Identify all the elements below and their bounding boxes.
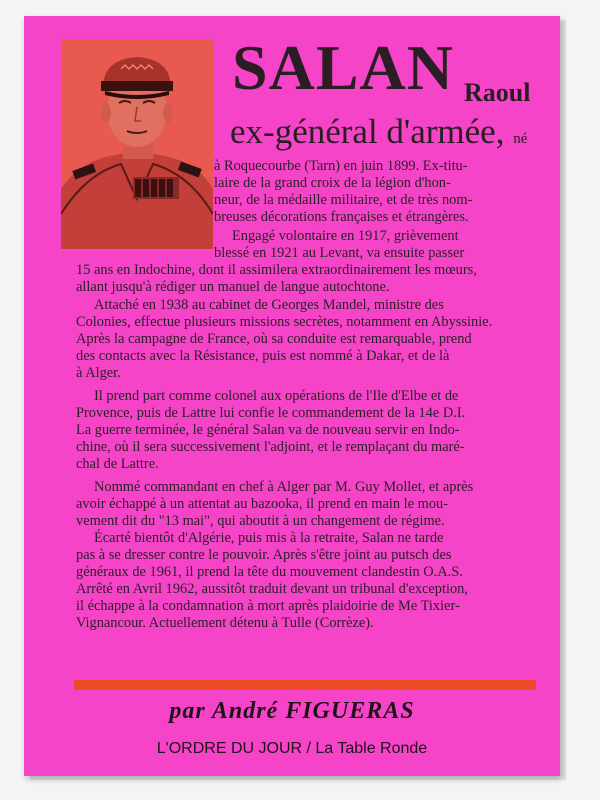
- subject-surname: SALAN: [232, 32, 454, 103]
- orange-divider-bar: [74, 680, 536, 690]
- bio-line: Colonies, effectue plusieurs missions secrètes, notamment en Abyssinie.: [76, 314, 493, 330]
- bio-line: il échappe à la condamnation à mort après plaidoirie de Me Tixier-: [76, 598, 460, 614]
- bio-line: Il prend part comme colonel aux opérations de l'Ile d'Elbe et de: [94, 388, 459, 404]
- publisher-imprint: L'ORDRE DU JOUR / La Table Ronde: [156, 740, 428, 757]
- bio-line: vement dit du "13 mai", qui aboutit à un changement de régime.: [76, 513, 445, 529]
- bio-line: Après la campagne de France, où sa conduite est remarquable, prend: [76, 331, 472, 347]
- subject-title-text: ex-général d'armée,: [230, 112, 505, 151]
- biography-text: [24, 16, 560, 656]
- bio-line: Nommé commandant en chef à Alger par M. Guy Mollet, et après: [94, 479, 474, 495]
- bio-line: Arrêté en Avril 1962, aussitôt traduit devant un tribunal d'exception,: [76, 581, 468, 597]
- bio-line: avoir échappé à un attentat au bazooka, il prend en main le mou-: [76, 496, 449, 512]
- book-back-cover: [24, 16, 560, 776]
- bio-line: Vignancour. Actuellement détenu à Tulle (Corrèze).: [76, 615, 374, 631]
- bio-line: neur, de la médaille militaire, et de très nom-: [214, 192, 473, 208]
- bio-line: généraux de 1961, il prend la tête du mouvement clandestin O.A.S.: [76, 564, 463, 580]
- bio-line: Provence, puis de Lattre lui confie le commandement de la 14e D.I.: [76, 405, 466, 421]
- subject-firstname: Raoul: [464, 78, 531, 107]
- bio-line: La guerre terminée, le général Salan va de nouveau servir en Indo-: [76, 422, 460, 438]
- bio-line: pas à se dresser contre le pouvoir. Après s'être joint au putsch des: [76, 547, 452, 563]
- bio-line: à Roquecourbe (Tarn) en juin 1899. Ex-titu-: [214, 158, 468, 174]
- bio-line: chine, où il sera successivement l'adjoint, et le remplaçant du maré-: [76, 439, 465, 455]
- bio-line: chal de Lattre.: [76, 456, 159, 472]
- bio-line: allant jusqu'à rédiger un manuel de langue autochtone.: [76, 279, 390, 295]
- bio-line: Attaché en 1938 au cabinet de Georges Mandel, ministre des: [94, 297, 444, 313]
- subject-title-suffix: né: [513, 131, 528, 147]
- bio-line: blessé en 1921 au Levant, va ensuite passer: [214, 245, 465, 261]
- author-credit: par André FIGUERAS: [169, 698, 415, 724]
- bio-line: Écarté bientôt d'Algérie, puis mis à la retraite, Salan ne tarde: [94, 530, 444, 546]
- bio-line: Engagé volontaire en 1917, grièvement: [232, 228, 459, 244]
- bio-line: laire de la grand croix de la légion d'hon-: [214, 175, 451, 191]
- bio-line: 15 ans en Indochine, dont il assimilera extraordinairement les mœurs,: [76, 262, 477, 278]
- bio-line: à Alger.: [76, 365, 121, 381]
- bio-line: breuses décorations françaises et étrangères.: [214, 209, 469, 225]
- bio-line: des contacts avec la Résistance, puis est nommé à Dakar, et de là: [76, 348, 450, 364]
